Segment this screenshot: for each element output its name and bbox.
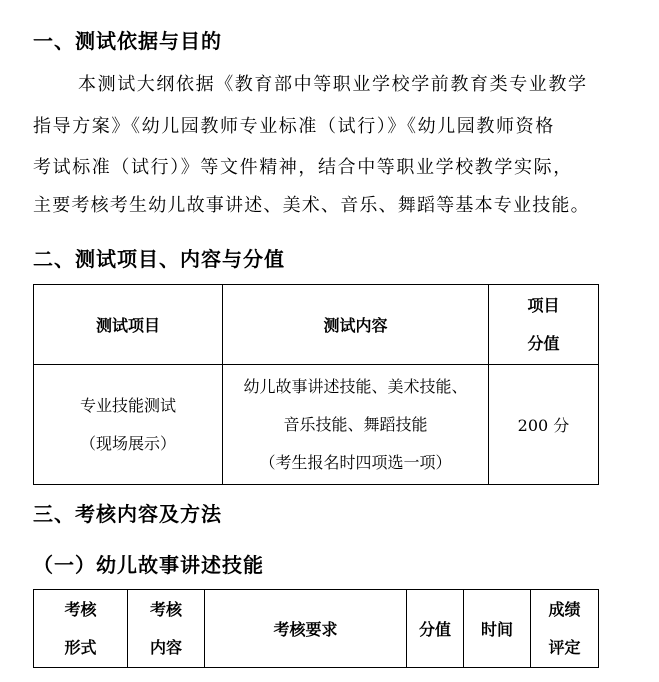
section1-paragraph-line-2: 指导方案》《幼儿园教师专业标准（试行）》《幼儿园教师资格 bbox=[33, 116, 555, 137]
header-item-score bbox=[489, 285, 599, 365]
cell-test-item-line1: 专业技能测试 bbox=[79, 395, 176, 415]
cell-test-content-line3: （考生报名时四项选一项） bbox=[259, 452, 452, 472]
cell-test-item bbox=[34, 365, 223, 485]
score-table-row bbox=[34, 365, 599, 485]
header-assessment-requirements: 考核要求 bbox=[205, 590, 407, 668]
header-assessment-content bbox=[128, 590, 205, 668]
header-assessment-score: 分值 bbox=[407, 590, 464, 668]
header-test-item: 测试项目 bbox=[34, 285, 223, 365]
header-item-score-line1: 项目 bbox=[527, 295, 560, 315]
section3-subheading: （一）幼儿故事讲述技能 bbox=[33, 553, 264, 577]
header-assessment-form bbox=[34, 590, 128, 668]
section2-heading: 二、测试项目、内容与分值 bbox=[33, 247, 285, 271]
section3-heading: 三、考核内容及方法 bbox=[33, 502, 222, 526]
header-item-score-line2: 分值 bbox=[527, 333, 560, 353]
cell-test-content-line2: 音乐技能、舞蹈技能 bbox=[283, 414, 428, 434]
cell-test-content bbox=[223, 365, 489, 485]
header-assessment-grade-line2: 评定 bbox=[548, 637, 581, 657]
section1-heading: 一、测试依据与目的 bbox=[33, 29, 222, 53]
header-assessment-grade bbox=[531, 590, 599, 668]
assessment-table-header-row bbox=[34, 590, 599, 668]
section1-paragraph-line-4: 主要考核考生幼儿故事讲述、美术、音乐、舞蹈等基本专业技能。 bbox=[33, 195, 590, 216]
header-assessment-form-line1: 考核 bbox=[64, 599, 97, 619]
cell-score: 200 分 bbox=[489, 365, 599, 485]
score-table bbox=[33, 284, 599, 485]
score-table-header-row bbox=[34, 285, 599, 365]
header-assessment-time: 时间 bbox=[464, 590, 531, 668]
header-assessment-content-line1: 考核 bbox=[149, 599, 182, 619]
header-assessment-form-line2: 形式 bbox=[64, 637, 97, 657]
cell-test-content-line1: 幼儿故事讲述技能、美术技能、 bbox=[243, 376, 468, 396]
section1-paragraph-line-3: 考试标准（试行）》等文件精神，结合中等职业学校教学实际， bbox=[33, 157, 573, 178]
header-assessment-content-line2: 内容 bbox=[149, 637, 182, 657]
header-test-content: 测试内容 bbox=[223, 285, 489, 365]
header-assessment-grade-line1: 成绩 bbox=[548, 599, 581, 619]
cell-test-item-line2: （现场展示） bbox=[79, 433, 176, 453]
section1-paragraph-line-1: 本测试大纲依据《教育部中等职业学校学前教育类专业教学 bbox=[78, 74, 588, 95]
assessment-table bbox=[33, 589, 599, 668]
